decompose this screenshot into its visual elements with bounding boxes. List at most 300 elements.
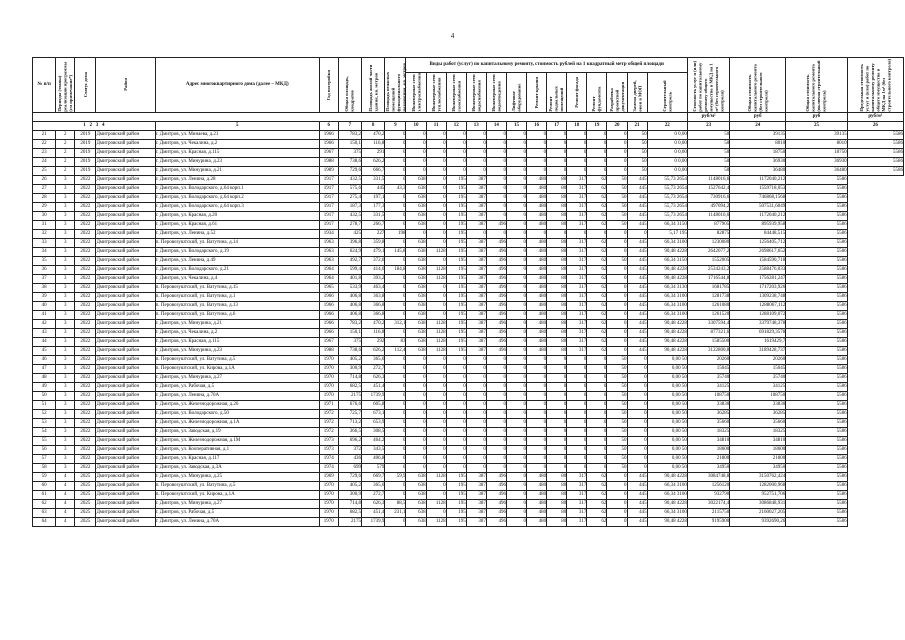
- table-cell: 1256405,712: [730, 238, 786, 247]
- table-cell: 5586: [786, 319, 847, 328]
- table-cell: Дмитровский район: [96, 193, 155, 202]
- table-cell: 195: [446, 265, 466, 274]
- table-cell: 2022: [75, 193, 96, 202]
- table-cell: 480: [527, 283, 547, 292]
- table-cell: 2175: [338, 391, 361, 400]
- table-cell: 150,1: [338, 139, 361, 148]
- table-row: [33, 337, 904, 346]
- table-cell: 66,34 3130: [647, 283, 687, 292]
- table-cell: 0: [547, 382, 567, 391]
- table-cell: 0: [567, 382, 587, 391]
- table-cell: 2019: [75, 166, 96, 175]
- table-cell: 2025: [75, 490, 96, 499]
- table-cell: 0: [547, 373, 567, 382]
- table-cell: 25: [33, 166, 56, 175]
- table-cell: 0: [567, 157, 587, 166]
- table-cell: 54: [33, 427, 56, 436]
- table-cell: 0: [547, 436, 567, 445]
- table-cell: 195: [446, 481, 466, 490]
- table-cell: 0 0,00: [647, 166, 687, 175]
- table-cell: 50: [607, 382, 627, 391]
- table-cell: 480: [527, 193, 547, 202]
- table-cell: 5586: [786, 427, 847, 436]
- table-cell: 1964: [319, 274, 338, 283]
- table-cell: 21800: [687, 454, 729, 463]
- table-cell: 1965: [319, 283, 338, 292]
- table-cell: 62: [587, 346, 607, 355]
- table-cell: 432,5: [338, 211, 361, 220]
- table-cell: 0: [527, 373, 547, 382]
- table-cell: 496: [486, 274, 506, 283]
- table-cell: 0: [506, 499, 526, 508]
- table-cell: 0: [446, 373, 466, 382]
- table-cell: 1128: [426, 337, 446, 346]
- table-cell: 599,4: [338, 265, 361, 274]
- table-cell: 0: [506, 373, 526, 382]
- table-cell: 375: [338, 337, 361, 346]
- repair-program-table: [32, 57, 904, 527]
- table-cell: г. Дмитров, ул. Ленина, д.28: [155, 175, 319, 184]
- table-cell: 1966: [319, 292, 338, 301]
- table-cell: 1261080: [687, 301, 729, 310]
- table-cell: 0: [466, 139, 486, 148]
- table-cell: 0: [406, 463, 426, 472]
- table-cell: 0: [426, 193, 446, 202]
- table-cell: 0: [607, 310, 627, 319]
- table-cell: 0: [567, 409, 587, 418]
- table-cell: Дмитровский район: [96, 517, 155, 526]
- table-cell: 1970: [319, 355, 338, 364]
- table-cell: 0: [385, 355, 406, 364]
- table-cell: 445: [627, 328, 647, 337]
- table-cell: 673,1: [362, 409, 385, 418]
- table-cell: 0: [426, 364, 446, 373]
- table-cell: 0: [506, 382, 526, 391]
- table-cell: 1756281,247: [730, 274, 786, 283]
- table-cell: 0: [466, 436, 486, 445]
- table-cell: 3379748,378: [730, 319, 786, 328]
- table-cell: 1974: [319, 454, 338, 463]
- table-cell: 0: [426, 184, 446, 193]
- table-cell: 55,73 2654: [647, 211, 687, 220]
- table-cell: 62: [587, 472, 607, 481]
- table-cell: 0: [627, 463, 647, 472]
- table-cell: п. Перовозуштский, ул. Ватутина, д.6: [155, 310, 319, 319]
- table-cell: 36480: [730, 166, 786, 175]
- table-cell: 18325: [687, 427, 729, 436]
- table-cell: 317: [567, 319, 587, 328]
- table-cell: 2022: [75, 346, 96, 355]
- table-cell: 0: [506, 310, 526, 319]
- table-cell: 0: [466, 409, 486, 418]
- table-cell: 470,2: [362, 319, 385, 328]
- table-cell: 66,34 3150: [647, 220, 687, 229]
- table-cell: Дмитровский район: [96, 166, 155, 175]
- table-cell: 2022: [75, 364, 96, 373]
- table-cell: 3: [56, 283, 75, 292]
- table-cell: 1966: [319, 319, 338, 328]
- table-cell: п. Перовозуштский, ул. Ватутина, д.1: [155, 292, 319, 301]
- table-cell: 713,2: [338, 418, 361, 427]
- table-cell: 496: [486, 517, 506, 526]
- table-cell: 480: [527, 508, 547, 517]
- header-total-area: Общая площадь, квадратов: [338, 58, 361, 113]
- table-row: [33, 391, 904, 400]
- table-cell: 308,5: [362, 427, 385, 436]
- table-cell: 1281738: [687, 292, 729, 301]
- table-cell: 5586: [786, 310, 847, 319]
- table-cell: 1584590,718: [730, 256, 786, 265]
- table-cell: г. Дмитров, ул. Володарского, д.64 корп.3: [155, 202, 319, 211]
- table-cell: 50: [607, 418, 627, 427]
- table-cell: 62: [587, 481, 607, 490]
- table-cell: г. Дмитров, ул. Володарского, д.50: [155, 409, 319, 418]
- table-cell: 0: [506, 301, 526, 310]
- table-cell: 0: [506, 364, 526, 373]
- table-cell: 445: [627, 211, 647, 220]
- table-cell: 35740: [687, 373, 729, 382]
- table-cell: 3: [56, 274, 75, 283]
- table-row: [33, 310, 904, 319]
- table-cell: 62: [587, 238, 607, 247]
- table-row: [33, 355, 904, 364]
- table-cell: 0: [385, 481, 406, 490]
- table-cell: 0: [506, 418, 526, 427]
- header-w17: Ремонт подвальных помещений: [547, 73, 567, 113]
- table-cell: 0,00 50: [647, 409, 687, 418]
- table-cell: 80: [547, 175, 567, 184]
- header-w16: Ремонт крыши: [527, 73, 547, 113]
- table-cell: 34125: [687, 382, 729, 391]
- table-cell: 496: [486, 220, 506, 229]
- table-cell: 0 0,00: [647, 139, 687, 148]
- table-row: [33, 409, 904, 418]
- table-cell: 80: [547, 265, 567, 274]
- table-cell: г. Дмитров, ул. Чекалина, д.4: [155, 274, 319, 283]
- table-cell: 738,6: [338, 157, 361, 166]
- table-cell: 317: [567, 508, 587, 517]
- table-cell: 55,73 2654: [647, 193, 687, 202]
- table-cell: 406,8: [338, 310, 361, 319]
- table-cell: 0: [385, 220, 406, 229]
- table-cell: 0: [627, 355, 647, 364]
- table-cell: Дмитровский район: [96, 148, 155, 157]
- table-cell: 496: [486, 481, 506, 490]
- table-cell: 0,00 50: [647, 427, 687, 436]
- table-cell: 0: [527, 139, 547, 148]
- table-cell: 66,34 3100: [647, 508, 687, 517]
- table-cell: 30: [33, 211, 56, 220]
- table-cell: 496: [486, 238, 506, 247]
- table-cell: 0: [486, 418, 506, 427]
- table-cell: 18750: [786, 148, 847, 157]
- table-cell: 387: [466, 274, 486, 283]
- table-cell: 387: [466, 292, 486, 301]
- table-cell: 1969: [319, 472, 338, 481]
- table-cell: 1934: [319, 229, 338, 238]
- table-cell: 0: [385, 166, 406, 175]
- table-cell: 638: [406, 490, 426, 499]
- table-row: [33, 382, 904, 391]
- table-cell: 177,3: [362, 202, 385, 211]
- table-cell: п. Перовозуштский, ул. Ватутина, д.14: [155, 238, 319, 247]
- table-cell: 0: [587, 355, 607, 364]
- table-cell: 0: [466, 400, 486, 409]
- table-cell: п. Перовозуштский, ул. Ватутина, д.15: [155, 283, 319, 292]
- table-cell: 9392690,26: [730, 517, 786, 526]
- table-cell: 480: [527, 220, 547, 229]
- table-cell: 317: [567, 175, 587, 184]
- table-cell: 0: [486, 229, 506, 238]
- table-cell: 0: [446, 445, 466, 454]
- table-cell: 3: [56, 256, 75, 265]
- table-cell: 387: [466, 319, 486, 328]
- table-cell: 0: [627, 445, 647, 454]
- table-cell: 480: [527, 274, 547, 283]
- table-cell: 116,8: [362, 328, 385, 337]
- table-cell: 729,6: [338, 166, 361, 175]
- table-cell: 27: [33, 184, 56, 193]
- table-cell: 0,00 50: [647, 355, 687, 364]
- table-cell: 730916,6: [687, 193, 729, 202]
- table-cell: 3: [56, 202, 75, 211]
- table-cell: 1128: [426, 517, 446, 526]
- table-cell: Дмитровский район: [96, 211, 155, 220]
- table-cell: 365,6: [362, 355, 385, 364]
- table-cell: 0: [506, 391, 526, 400]
- table-cell: 1559718,053: [730, 184, 786, 193]
- table-cell: 0: [466, 427, 486, 436]
- table-cell: 50: [607, 373, 627, 382]
- table-cell: 1128: [426, 499, 446, 508]
- table-cell: 464,2: [362, 436, 385, 445]
- table-cell: 5586: [786, 274, 847, 283]
- table-cell: 195: [446, 247, 466, 256]
- table-cell: 480: [527, 499, 547, 508]
- table-cell: 1963: [319, 247, 338, 256]
- table-cell: 231,1: [385, 508, 406, 517]
- table-cell: 638: [406, 220, 426, 229]
- table-cell: 1552005: [687, 256, 729, 265]
- header-district: Район: [96, 58, 155, 113]
- table-cell: 3: [56, 220, 75, 229]
- table-cell: 46: [33, 355, 56, 364]
- table-cell: г. Дмитров, ул. Красная, д.117: [155, 454, 319, 463]
- table-cell: 24: [33, 157, 56, 166]
- table-cell: 0: [587, 436, 607, 445]
- table-cell: 496: [486, 472, 506, 481]
- table-cell: 62: [587, 517, 607, 526]
- table-cell: 0: [446, 364, 466, 373]
- table-cell: 15045: [730, 364, 786, 373]
- table-cell: 0: [527, 229, 547, 238]
- table-cell: Дмитровский район: [96, 400, 155, 409]
- table-cell: 480: [527, 328, 547, 337]
- table-cell: 1971: [319, 400, 338, 409]
- table-cell: 2022: [75, 355, 96, 364]
- table-cell: 227: [362, 229, 385, 238]
- table-cell: 272,7: [362, 364, 385, 373]
- table-cell: 0: [587, 148, 607, 157]
- table-cell: 2: [56, 148, 75, 157]
- table-cell: 36285: [687, 409, 729, 418]
- table-cell: 445: [627, 310, 647, 319]
- table-cell: 62: [587, 328, 607, 337]
- table-cell: 3: [56, 328, 75, 337]
- table-cell: 1256120: [687, 481, 729, 490]
- table-cell: 0: [426, 148, 446, 157]
- table-cell: 62: [587, 319, 607, 328]
- table-cell: 0: [627, 382, 647, 391]
- table-cell: 0: [607, 130, 627, 139]
- table-cell: 0: [426, 391, 446, 400]
- table-cell: 445: [627, 265, 647, 274]
- table-cell: 436: [338, 454, 361, 463]
- table-cell: 638: [406, 265, 426, 274]
- table-cell: 18600: [730, 445, 786, 454]
- table-cell: 0: [385, 211, 406, 220]
- table-cell: 638: [406, 319, 426, 328]
- table-cell: 317: [567, 247, 587, 256]
- table-cell: г. Дмитров, ул. Минурина, д.21: [155, 166, 319, 175]
- table-cell: 1128: [426, 247, 446, 256]
- table-cell: 1973: [319, 436, 338, 445]
- table-cell: 2022: [75, 436, 96, 445]
- table-cell: 0: [466, 148, 486, 157]
- table-cell: 0: [446, 463, 466, 472]
- table-cell: 0: [567, 130, 587, 139]
- table-cell: г. Дмитров, ул. Кооперативная, д.1: [155, 445, 319, 454]
- table-cell: 0 0,00: [647, 157, 687, 166]
- table-cell: 0: [426, 283, 446, 292]
- table-cell: 0: [426, 256, 446, 265]
- table-cell: 387: [466, 337, 486, 346]
- table-cell: 480: [527, 490, 547, 499]
- table-cell: 496: [486, 265, 506, 274]
- table-cell: 0: [426, 418, 446, 427]
- table-cell: 2022: [75, 175, 96, 184]
- table-cell: 38: [33, 283, 56, 292]
- table-cell: 0: [486, 157, 506, 166]
- table-cell: 0: [446, 157, 466, 166]
- table-cell: 0: [607, 337, 627, 346]
- header-w19: Ремонт фундамента: [587, 73, 607, 113]
- table-cell: г. Дмитров, ул. Красная, д.20: [155, 211, 319, 220]
- table-cell: 0: [587, 157, 607, 166]
- header-w22: Строительный контроль: [647, 73, 687, 113]
- table-cell: 480: [527, 319, 547, 328]
- table-cell: 34810: [730, 436, 786, 445]
- table-cell: 375: [338, 148, 361, 157]
- table-cell: 1148016,6: [687, 175, 729, 184]
- table-cell: 445: [627, 319, 647, 328]
- table-cell: 0: [587, 139, 607, 148]
- table-cell: 195: [446, 328, 466, 337]
- table-cell: 0: [406, 454, 426, 463]
- table-cell: 0: [426, 382, 446, 391]
- table-cell: 0: [567, 391, 587, 400]
- table-cell: 0: [446, 391, 466, 400]
- table-cell: 393,2: [362, 274, 385, 283]
- table-cell: 738,6: [338, 346, 361, 355]
- table-cell: 0: [506, 463, 526, 472]
- table-cell: 5586: [786, 283, 847, 292]
- table-cell: 2: [56, 139, 75, 148]
- table-cell: 445: [627, 256, 647, 265]
- table-cell: 3: [56, 373, 75, 382]
- table-cell: 0: [627, 391, 647, 400]
- table-cell: 0: [426, 157, 446, 166]
- table-cell: Дмитровский район: [96, 454, 155, 463]
- table-cell: 44: [33, 337, 56, 346]
- table-cell: 0: [527, 364, 547, 373]
- table-row: [33, 364, 904, 373]
- table-cell: 50: [607, 211, 627, 220]
- table-cell: 387: [466, 175, 486, 184]
- table-cell: 0: [506, 202, 526, 211]
- table-cell: 1966: [319, 139, 338, 148]
- table-cell: 0: [547, 148, 567, 157]
- table-cell: 0: [385, 157, 406, 166]
- table-cell: 507531,6049: [730, 202, 786, 211]
- table-cell: 2022: [75, 229, 96, 238]
- header-w14: Инженерные сети водоотведения: [486, 73, 506, 113]
- table-row: [33, 418, 904, 427]
- table-cell: 36285: [730, 409, 786, 418]
- table-cell: 387: [466, 238, 486, 247]
- table-cell: 5586: [786, 409, 847, 418]
- table-cell: 0: [506, 193, 526, 202]
- table-cell: 0: [385, 400, 406, 409]
- table-cell: 5586: [786, 364, 847, 373]
- table-cell: 0: [506, 337, 526, 346]
- table-cell: 480: [527, 310, 547, 319]
- table-cell: 0: [406, 409, 426, 418]
- table-cell: 445: [627, 274, 647, 283]
- table-cell: 317: [567, 310, 587, 319]
- table-cell: 366,5: [338, 427, 361, 436]
- table-cell: Дмитровский район: [96, 310, 155, 319]
- table-cell: 445: [627, 184, 647, 193]
- table-cell: Дмитровский район: [96, 418, 155, 427]
- table-row: [33, 319, 904, 328]
- table-cell: 729,6: [338, 472, 361, 481]
- table-cell: 0: [506, 454, 526, 463]
- table-cell: 50: [687, 148, 729, 157]
- table-cell: 90,48 4228: [647, 346, 687, 355]
- table-cell: 0: [527, 400, 547, 409]
- table-cell: 387: [466, 490, 486, 499]
- table-cell: 445: [627, 283, 647, 292]
- table-cell: 2022: [75, 463, 96, 472]
- table-cell: Дмитровский район: [96, 409, 155, 418]
- table-cell: 445: [627, 247, 647, 256]
- table-cell: 66,34 3100: [647, 481, 687, 490]
- table-cell: 0: [547, 229, 567, 238]
- table-cell: 317: [567, 490, 587, 499]
- table-cell: 80: [547, 346, 567, 355]
- table-cell: Дмитровский район: [96, 292, 155, 301]
- table-cell: 0: [607, 247, 627, 256]
- table-cell: 0: [527, 166, 547, 175]
- table-cell: 90,48 4228: [647, 517, 687, 526]
- table-cell: 49: [33, 382, 56, 391]
- table-cell: Дмитровский район: [96, 319, 155, 328]
- table-cell: 624,9: [338, 247, 361, 256]
- table-cell: 0: [385, 292, 406, 301]
- table-cell: 425: [338, 229, 361, 238]
- table-cell: 4: [56, 508, 75, 517]
